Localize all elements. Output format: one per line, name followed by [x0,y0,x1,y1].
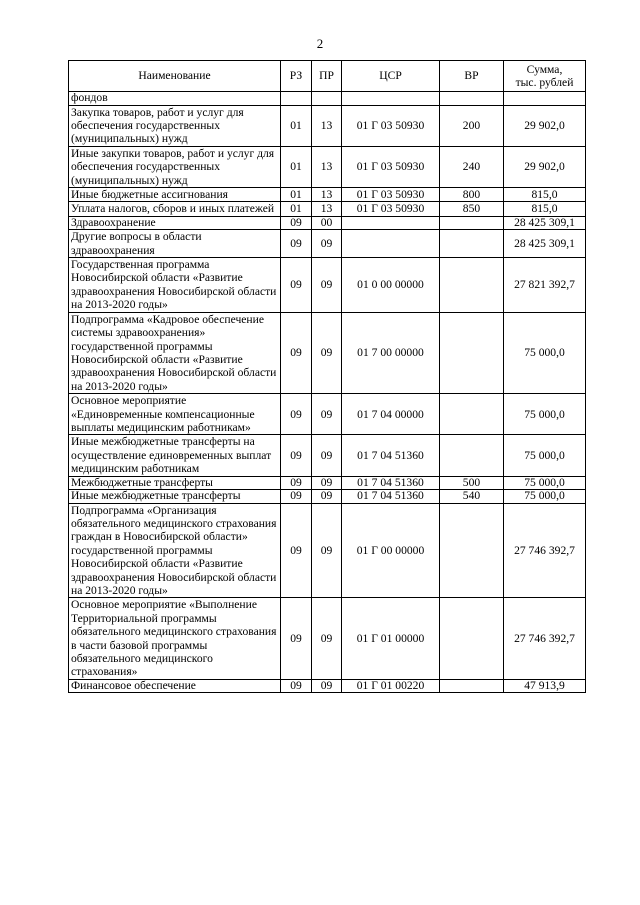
cell-rz: 09 [281,258,312,313]
table-row [69,679,586,693]
cell-name: Иные межбюджетные трансферты на осуществление единовременных выплат медицинским работникам [69,435,281,476]
cell-sum: 75 000,0 [504,394,586,435]
cell-vr: 500 [440,476,504,490]
cell-pr: 09 [312,476,342,490]
cell-sum: 815,0 [504,187,586,201]
table-row [69,476,586,490]
cell-name: Закупка товаров, работ и услуг для обеспечения государственных (муниципальных) нужд [69,105,281,146]
cell-sum: 29 902,0 [504,105,586,146]
cell-pr: 13 [312,105,342,146]
cell-rz: 09 [281,679,312,693]
cell-pr: 09 [312,490,342,504]
budget-table [68,60,586,693]
cell-csr [342,92,440,106]
table-row [69,435,586,476]
cell-name: Иные межбюджетные трансферты [69,490,281,504]
cell-csr: 01 Г 01 00220 [342,679,440,693]
cell-name: Подпрограмма «Организация обязательного медицинского страхования граждан в Новосибирской области» государственной программы Новосибирской области «Развитие здравоохранения Новосибирской области на 2013-2020 годы» [69,503,281,598]
cell-vr [440,258,504,313]
cell-vr [440,435,504,476]
cell-pr: 09 [312,503,342,598]
table-row [69,187,586,201]
header-rz: РЗ [281,61,312,92]
cell-vr: 800 [440,187,504,201]
table-row [69,312,586,393]
cell-name: Государственная программа Новосибирской области «Развитие здравоохранения Новосибирской области на 2013-2020 годы» [69,258,281,313]
table-row [69,503,586,598]
cell-csr [342,230,440,258]
cell-rz: 09 [281,476,312,490]
cell-pr: 13 [312,187,342,201]
cell-pr: 09 [312,598,342,679]
page-number: 2 [316,36,324,51]
cell-sum: 27 746 392,7 [504,503,586,598]
cell-name: Иные закупки товаров, работ и услуг для обеспечения государственных (муниципальных) нужд [69,146,281,187]
cell-vr [440,230,504,258]
cell-name: Межбюджетные трансферты [69,476,281,490]
cell-csr: 01 7 04 51360 [342,490,440,504]
cell-name: Финансовое обеспечение [69,679,281,693]
cell-vr [440,503,504,598]
header-sum-line2: тыс. рублей [515,76,574,89]
table-row [69,202,586,216]
header-vr: ВР [440,61,504,92]
cell-pr [312,92,342,106]
cell-pr: 00 [312,216,342,230]
cell-sum: 75 000,0 [504,476,586,490]
cell-csr: 01 Г 03 50930 [342,187,440,201]
header-sum [504,61,586,92]
table-row [69,146,586,187]
cell-sum: 815,0 [504,202,586,216]
header-pr: ПР [312,61,342,92]
cell-rz: 01 [281,187,312,201]
cell-rz: 09 [281,216,312,230]
cell-csr: 01 7 04 00000 [342,394,440,435]
cell-rz: 09 [281,503,312,598]
cell-vr [440,679,504,693]
header-csr: ЦСР [342,61,440,92]
cell-rz: 09 [281,435,312,476]
cell-pr: 09 [312,679,342,693]
cell-sum: 27 746 392,7 [504,598,586,679]
cell-csr: 01 0 00 00000 [342,258,440,313]
cell-rz: 09 [281,598,312,679]
cell-name: фондов [69,92,281,106]
cell-name: Здравоохранение [69,216,281,230]
table-row [69,230,586,258]
cell-name: Иные бюджетные ассигнования [69,187,281,201]
cell-pr: 09 [312,394,342,435]
cell-vr: 200 [440,105,504,146]
cell-pr: 09 [312,435,342,476]
cell-sum: 75 000,0 [504,490,586,504]
table-row [69,598,586,679]
cell-sum: 47 913,9 [504,679,586,693]
table-row [69,258,586,313]
table-row [69,394,586,435]
cell-rz: 09 [281,490,312,504]
table-row [69,216,586,230]
cell-csr: 01 Г 03 50930 [342,105,440,146]
cell-rz: 09 [281,230,312,258]
table-row [69,105,586,146]
cell-name: Основное мероприятие «Выполнение Территориальной программы обязательного медицинского страхования в части базовой программы обязательного медицинского страхования» [69,598,281,679]
cell-pr: 09 [312,230,342,258]
cell-sum: 75 000,0 [504,435,586,476]
header-sum-line1: Сумма, [526,62,563,76]
cell-rz: 01 [281,202,312,216]
cell-csr: 01 Г 00 00000 [342,503,440,598]
cell-sum: 29 902,0 [504,146,586,187]
cell-name: Уплата налогов, сборов и иных платежей [69,202,281,216]
cell-rz [281,92,312,106]
cell-vr [440,92,504,106]
cell-sum: 27 821 392,7 [504,258,586,313]
cell-pr: 09 [312,312,342,393]
cell-name: Подпрограмма «Кадровое обеспечение системы здравоохранения» государственной программы Новосибирской области «Развитие здравоохранения Новосибирской области на 2013-2020 годы» [69,312,281,393]
cell-pr: 09 [312,258,342,313]
cell-rz: 09 [281,312,312,393]
cell-csr: 01 7 00 00000 [342,312,440,393]
cell-vr: 240 [440,146,504,187]
cell-csr: 01 Г 01 00000 [342,598,440,679]
table-row [69,92,586,106]
cell-csr: 01 Г 03 50930 [342,202,440,216]
cell-sum: 75 000,0 [504,312,586,393]
table-row [69,490,586,504]
cell-pr: 13 [312,202,342,216]
cell-vr [440,394,504,435]
table-body [69,92,586,693]
cell-vr [440,312,504,393]
cell-vr [440,598,504,679]
cell-csr: 01 7 04 51360 [342,435,440,476]
cell-csr: 01 7 04 51360 [342,476,440,490]
cell-sum: 28 425 309,1 [504,230,586,258]
cell-csr: 01 Г 03 50930 [342,146,440,187]
cell-pr: 13 [312,146,342,187]
cell-name: Другие вопросы в области здравоохранения [69,230,281,258]
header-name: Наименование [69,61,281,92]
cell-vr [440,216,504,230]
table-header-row [69,61,586,92]
cell-csr [342,216,440,230]
cell-rz: 09 [281,394,312,435]
cell-name: Основное мероприятие «Единовременные компенсационные выплаты медицинским работникам» [69,394,281,435]
cell-sum: 28 425 309,1 [504,216,586,230]
cell-rz: 01 [281,146,312,187]
cell-rz: 01 [281,105,312,146]
cell-vr: 540 [440,490,504,504]
cell-vr: 850 [440,202,504,216]
cell-sum [504,92,586,106]
